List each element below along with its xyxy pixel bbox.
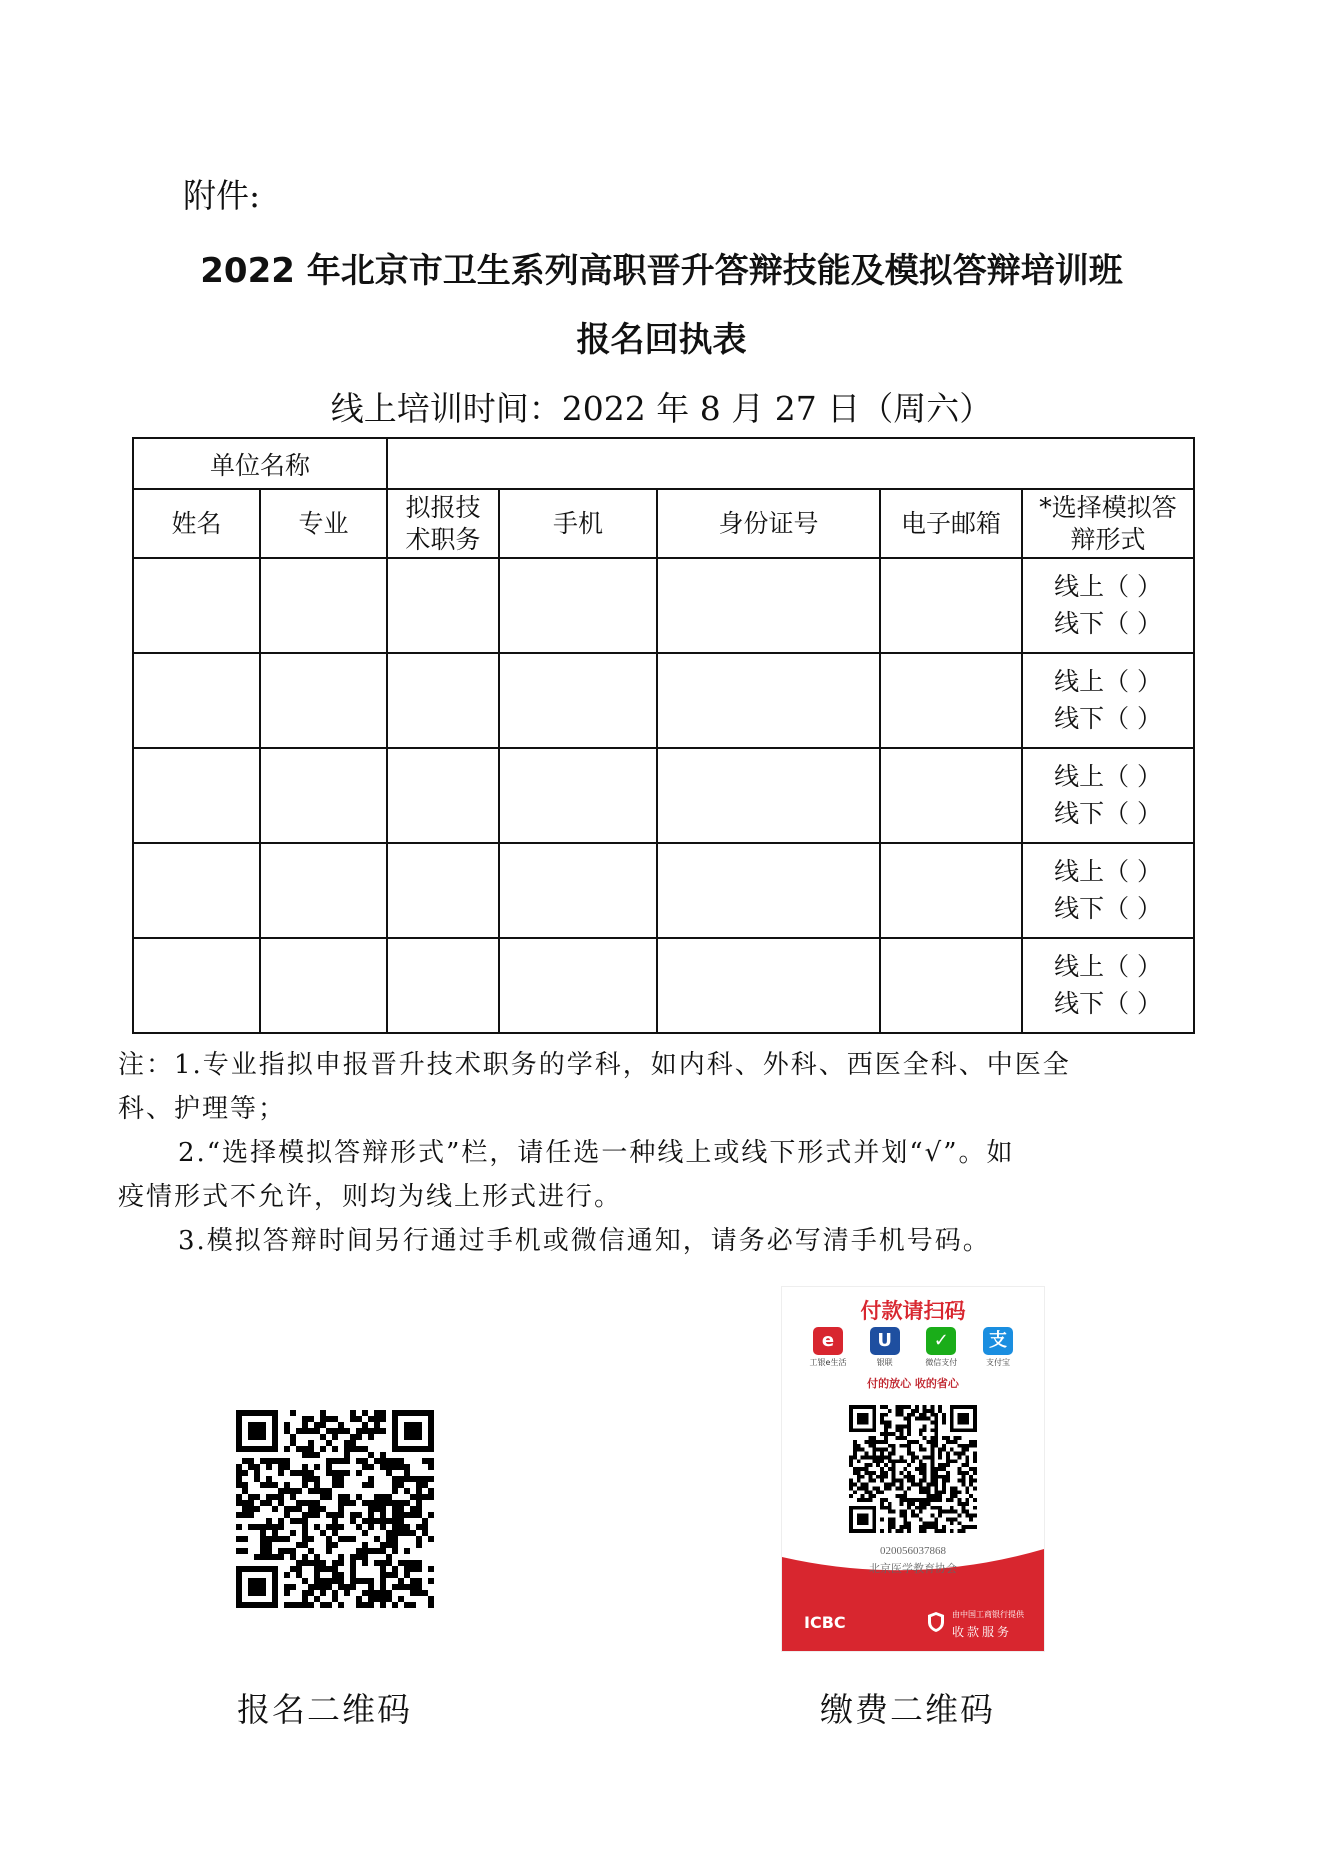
registration-qr-label: 报名二维码 [237, 1690, 412, 1729]
table-header-row [133, 489, 1194, 558]
id-number-cell[interactable] [657, 938, 880, 1033]
major-cell[interactable] [260, 653, 387, 748]
header-mode-line2: 辩形式 [1070, 524, 1146, 554]
table-row [133, 938, 1194, 1033]
header-name: 姓名 [133, 489, 260, 558]
major-cell[interactable] [260, 843, 387, 938]
shield-icon [927, 1611, 945, 1633]
option-online[interactable]: 线上（ ） [1054, 762, 1163, 792]
header-defense-mode [1022, 489, 1194, 558]
email-cell[interactable] [880, 843, 1022, 938]
email-cell[interactable] [880, 558, 1022, 653]
table-row [133, 653, 1194, 748]
id-number-cell[interactable] [657, 843, 880, 938]
note-2-line2: 疫情形式不允许，则均为线上形式进行。 [118, 1182, 623, 1212]
name-cell[interactable] [133, 748, 260, 843]
phone-cell[interactable] [499, 843, 657, 938]
option-offline[interactable]: 线下（ ） [1054, 608, 1163, 638]
id-number-cell[interactable] [657, 653, 880, 748]
unionpay-icon [859, 1327, 911, 1368]
id-number-cell[interactable] [657, 558, 880, 653]
option-online[interactable]: 线上（ ） [1054, 667, 1163, 697]
unit-name-field[interactable] [387, 438, 1194, 489]
title-cell[interactable] [387, 843, 499, 938]
wechat-pay-icon-glyph: ✓ [926, 1327, 956, 1355]
service-label: 收款服务 [952, 1625, 1013, 1639]
defense-mode-cell [1022, 843, 1194, 938]
note-1-line1: 注：1.专业指拟申报晋升技术职务的学科，如内科、外科、西医全科、中医全 [118, 1050, 1071, 1080]
icbc-logo: ICBC [804, 1613, 846, 1632]
alipay-icon-glyph: 支 [983, 1327, 1013, 1355]
unit-name-label: 单位名称 [133, 438, 387, 489]
payment-method-label: 微信支付 [925, 1358, 958, 1367]
option-offline[interactable]: 线下（ ） [1054, 988, 1163, 1018]
id-number-cell[interactable] [657, 748, 880, 843]
option-offline[interactable]: 线下（ ） [1054, 893, 1163, 923]
header-email: 电子邮箱 [880, 489, 1022, 558]
header-major: 专业 [260, 489, 387, 558]
name-cell[interactable] [133, 843, 260, 938]
table-row [133, 558, 1194, 653]
training-time: 线上培训时间：2022 年 8 月 27 日（周六） [330, 389, 993, 428]
option-offline[interactable]: 线下（ ） [1054, 798, 1163, 828]
title-cell[interactable] [387, 653, 499, 748]
title-cell[interactable] [387, 558, 499, 653]
payment-method-label: 支付宝 [985, 1358, 1010, 1367]
notes [118, 1043, 1173, 1263]
defense-mode-cell [1022, 938, 1194, 1033]
defense-mode-cell [1022, 748, 1194, 843]
email-cell[interactable] [880, 748, 1022, 843]
header-phone: 手机 [499, 489, 657, 558]
header-mode-line1: *选择模拟答 [1039, 493, 1177, 523]
merchant-name: 北京医学教育协会 [869, 1562, 957, 1575]
document-subtitle: 报名回执表 [576, 320, 747, 360]
payment-card [782, 1287, 1044, 1651]
payment-method-label: 工银e生活 [809, 1358, 847, 1367]
unionpay-icon-glyph: U [870, 1327, 900, 1355]
phone-cell[interactable] [499, 938, 657, 1033]
note-1-line2: 科、护理等； [118, 1094, 287, 1124]
payment-card-title: 付款请扫码 [860, 1299, 966, 1323]
header-id-number: 身份证号 [657, 489, 880, 558]
name-cell[interactable] [133, 938, 260, 1033]
document-title: 2022 年北京市卫生系列高职晋升答辩技能及模拟答辩培训班 [200, 251, 1123, 291]
option-online[interactable]: 线上（ ） [1054, 572, 1163, 602]
phone-cell[interactable] [499, 558, 657, 653]
phone-cell[interactable] [499, 748, 657, 843]
major-cell[interactable] [260, 938, 387, 1033]
payment-slogan: 付的放心 收的省心 [867, 1377, 959, 1390]
alipay-icon [972, 1327, 1024, 1368]
merchant-number: 020056037868 [880, 1545, 946, 1557]
option-online[interactable]: 线上（ ） [1054, 857, 1163, 887]
option-offline[interactable]: 线下（ ） [1054, 703, 1163, 733]
payment-qr-code[interactable] [849, 1405, 977, 1533]
note-2-line1: 2.“选择模拟答辩形式”栏，请任选一种线上或线下形式并划“√”。如 [178, 1138, 1015, 1168]
name-cell[interactable] [133, 558, 260, 653]
service-provider-line: 由中国工商银行提供 [952, 1610, 1024, 1619]
payment-qr-label: 缴费二维码 [820, 1690, 995, 1729]
name-cell[interactable] [133, 653, 260, 748]
payment-method-label: 银联 [876, 1358, 893, 1367]
defense-mode-cell [1022, 558, 1194, 653]
option-online[interactable]: 线上（ ） [1054, 952, 1163, 982]
header-title-line2: 术职务 [405, 524, 481, 554]
title-cell[interactable] [387, 938, 499, 1033]
table-row [133, 843, 1194, 938]
header-title-line1: 拟报技 [405, 493, 481, 523]
email-cell[interactable] [880, 938, 1022, 1033]
icbc-life-icon-glyph: e [813, 1327, 843, 1355]
major-cell[interactable] [260, 558, 387, 653]
payment-method-icons [802, 1327, 1024, 1368]
major-cell[interactable] [260, 748, 387, 843]
registration-form-table [132, 437, 1195, 1034]
email-cell[interactable] [880, 653, 1022, 748]
phone-cell[interactable] [499, 653, 657, 748]
title-cell[interactable] [387, 748, 499, 843]
defense-mode-cell [1022, 653, 1194, 748]
wechat-pay-icon [915, 1327, 967, 1368]
table-row [133, 748, 1194, 843]
attachment-label: 附件: [183, 176, 261, 215]
registration-qr-code[interactable] [236, 1410, 434, 1608]
note-3: 3.模拟答辩时间另行通过手机或微信通知，请务必写清手机号码。 [178, 1226, 991, 1256]
header-title [387, 489, 499, 558]
icbc-life-icon [802, 1327, 854, 1368]
